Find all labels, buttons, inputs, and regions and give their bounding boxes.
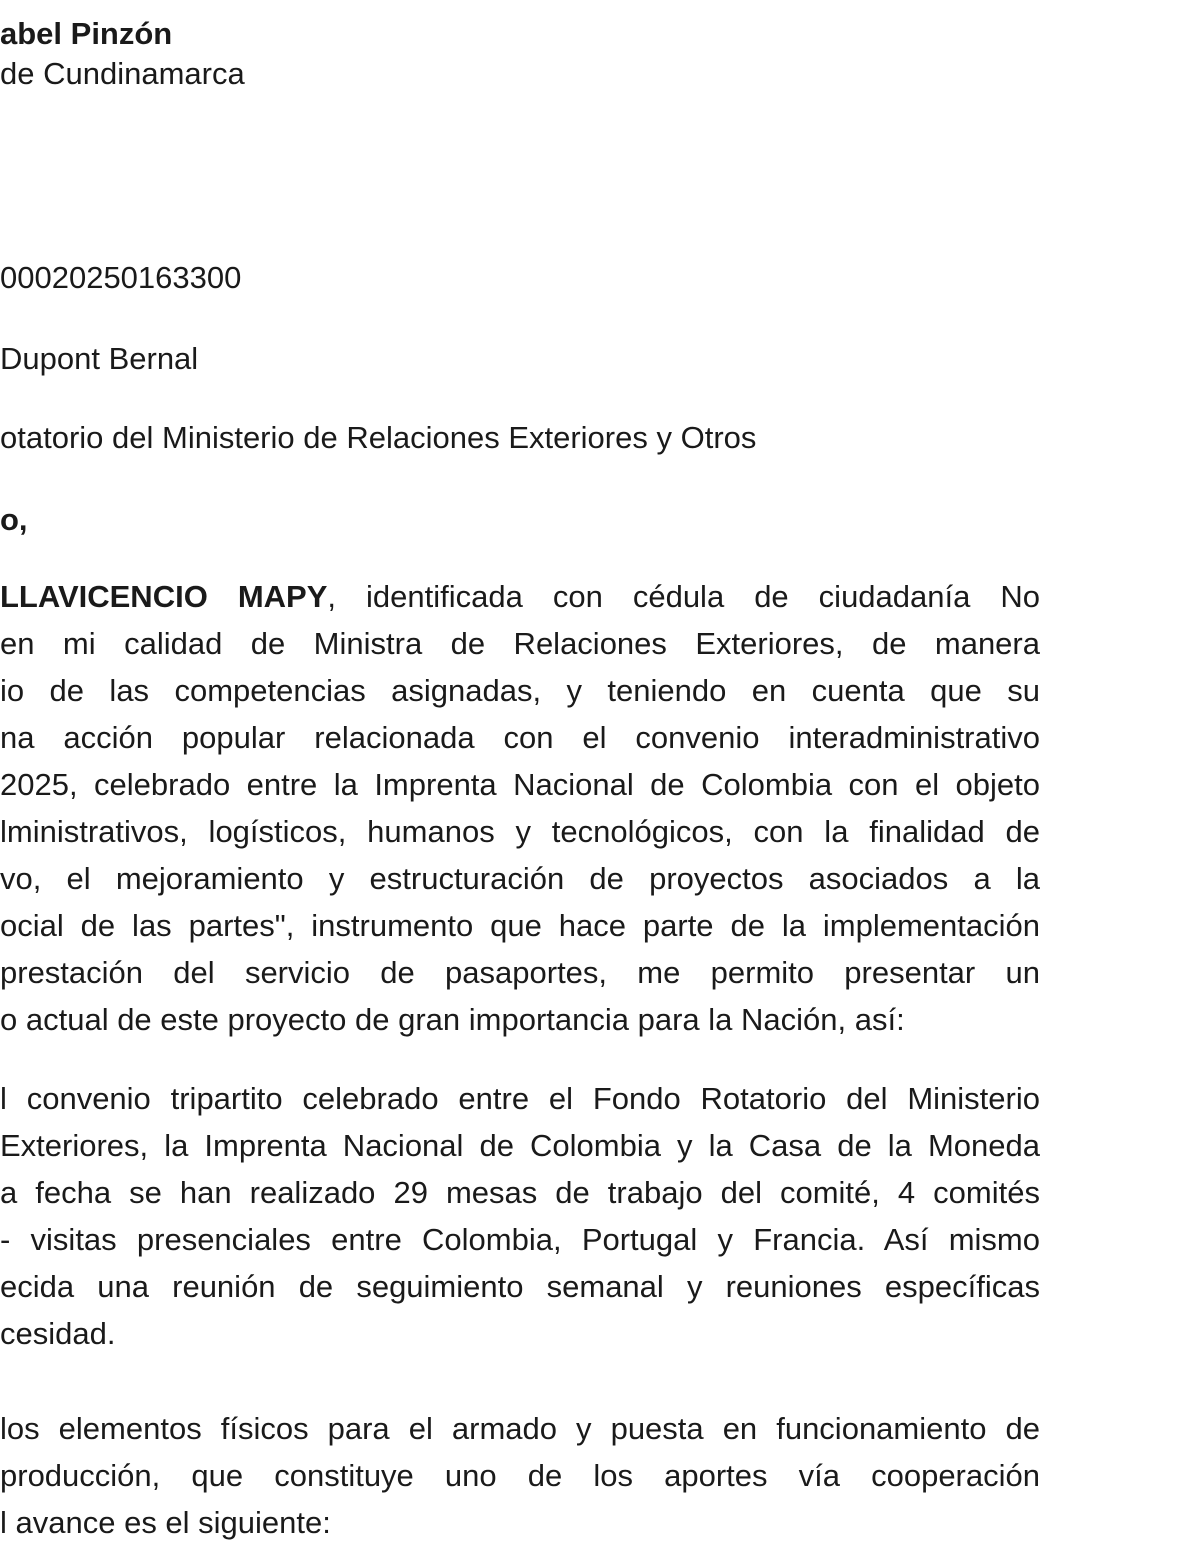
paragraph-line: 2025, celebrado entre la Imprenta Nacional de Colombia con el objeto bbox=[0, 767, 1040, 802]
paragraph-line: l convenio tripartito celebrado entre el Fondo Rotatorio del Ministerio bbox=[0, 1081, 1040, 1116]
paragraph-convenio bbox=[0, 1075, 1040, 1357]
paragraph-line: a fecha se han realizado 29 mesas de trabajo del comité, 4 comités bbox=[0, 1175, 1040, 1210]
paragraph-line: - visitas presenciales entre Colombia, Portugal y Francia. Así mismo bbox=[0, 1222, 1040, 1257]
paragraph-line: na acción popular relacionada con el convenio interadministrativo bbox=[0, 720, 1040, 755]
paragraph-line: ecida una reunión de seguimiento semanal y reuniones específicas bbox=[0, 1269, 1040, 1304]
paragraph-line: Exteriores, la Imprenta Nacional de Colombia y la Casa de la Moneda bbox=[0, 1128, 1040, 1163]
paragraph-line: cesidad. bbox=[0, 1316, 116, 1351]
salutation: o, bbox=[0, 502, 28, 537]
paragraph-line: lministrativos, logísticos, humanos y tecnológicos, con la finalidad de bbox=[0, 814, 1040, 849]
recipient-entity: otatorio del Ministerio de Relaciones Exteriores y Otros bbox=[0, 420, 757, 455]
paragraph-line: l avance es el siguiente: bbox=[0, 1505, 331, 1540]
paragraph-line: o actual de este proyecto de gran importancia para la Nación, así: bbox=[0, 1002, 905, 1037]
signatory-name: LLAVICENCIO MAPY bbox=[0, 579, 328, 614]
reference-number: 00020250163300 bbox=[0, 260, 242, 295]
recipient-name: Dupont Bernal bbox=[0, 341, 199, 376]
paragraph-line: prestación del servicio de pasaportes, me permito presentar un bbox=[0, 955, 1040, 990]
paragraph-line: io de las competencias asignadas, y teniendo en cuenta que su bbox=[0, 673, 1040, 708]
sender-name: abel Pinzón bbox=[0, 16, 173, 51]
paragraph-line: producción, que constituye uno de los aportes vía cooperación bbox=[0, 1458, 1040, 1493]
paragraph-line: LLAVICENCIO MAPY, identificada con cédula de ciudadanía No bbox=[0, 579, 1040, 614]
paragraph-intro bbox=[0, 573, 1040, 1043]
paragraph-line: los elementos físicos para el armado y puesta en funcionamiento de bbox=[0, 1411, 1040, 1446]
paragraph-line: vo, el mejoramiento y estructuración de proyectos asociados a la bbox=[0, 861, 1040, 896]
paragraph-line: en mi calidad de Ministra de Relaciones Exteriores, de manera bbox=[0, 626, 1040, 661]
paragraph-line: ocial de las partes", instrumento que hace parte de la implementación bbox=[0, 908, 1040, 943]
sender-organization: de Cundinamarca bbox=[0, 56, 245, 91]
paragraph-elementos bbox=[0, 1405, 1040, 1546]
